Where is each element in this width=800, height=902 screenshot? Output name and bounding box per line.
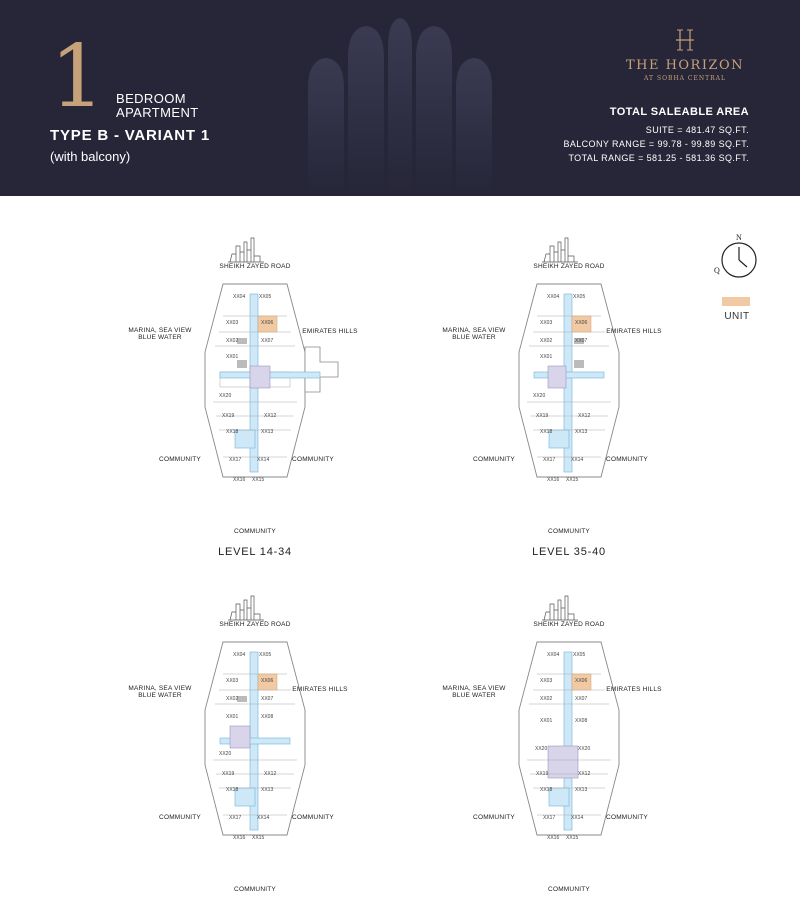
unit-label: XX06	[261, 320, 274, 326]
skyline-icon	[228, 596, 264, 620]
area-suite: SUITE = 481.47 SQ.FT.	[645, 125, 749, 135]
unit-label: XX13	[575, 429, 588, 435]
compass-north: N	[736, 233, 742, 242]
unit-label: XX15	[566, 477, 579, 483]
view-community-left: COMMUNITY	[473, 814, 515, 821]
skyline-icon	[542, 238, 578, 262]
unit-label: XX19	[536, 413, 549, 419]
unit-label: XX08	[575, 718, 588, 724]
unit-label: XX14	[257, 815, 270, 821]
unit-label: XX12	[264, 413, 277, 419]
variant-note: (with balcony)	[50, 149, 131, 164]
horizon-logo-icon	[674, 28, 696, 52]
unit-label: XX03	[226, 678, 239, 684]
unit-label: XX03	[226, 320, 239, 326]
saleable-area	[563, 106, 749, 165]
compass-other: Q	[714, 266, 720, 275]
unit-label: XX06	[261, 678, 274, 684]
floor-plan-3	[120, 590, 480, 902]
unit-label: XX12	[578, 771, 591, 777]
unit-label: XX15	[252, 477, 265, 483]
brand-name: THE HORIZON	[625, 58, 745, 73]
view-emirates: EMIRATES HILLS	[606, 328, 662, 335]
area-balcony: BALCONY RANGE = 99.78 - 99.89 SQ.FT.	[563, 139, 749, 149]
unit-label: XX17	[543, 815, 556, 821]
skyline-icon	[228, 238, 264, 262]
unit-label: XX04	[547, 652, 560, 658]
floor-plan-2	[434, 232, 794, 562]
unit-label: XX16	[233, 835, 246, 841]
view-community-left: COMMUNITY	[473, 456, 515, 463]
unit-label: XX05	[259, 294, 272, 300]
unit-label: XX04	[233, 652, 246, 658]
tower-plan-svg	[120, 590, 480, 902]
view-community-right: COMMUNITY	[606, 814, 648, 821]
brand-sub: AT SOBHA CENTRAL	[644, 75, 726, 82]
unit-label: XX13	[261, 787, 274, 793]
tower-plan-svg	[434, 232, 794, 562]
unit-label: XX18	[226, 787, 239, 793]
unit-label: XX17	[229, 815, 242, 821]
view-marina: MARINA, SEA VIEW BLUE WATER	[442, 685, 506, 699]
unit-label: XX07	[261, 338, 274, 344]
unit-label: XX20	[535, 746, 548, 752]
unit-label: XX13	[261, 429, 274, 435]
core	[250, 366, 270, 388]
bedroom-count: 1	[50, 27, 105, 127]
unit-label: XX14	[257, 457, 270, 463]
view-community-right: COMMUNITY	[292, 456, 334, 463]
type-title: TYPE B - VARIANT 1	[50, 127, 210, 144]
floor-plan-4	[434, 590, 794, 902]
unit-label: XX06	[575, 678, 588, 684]
unit-label: XX04	[547, 294, 560, 300]
unit-label: XX07	[575, 338, 588, 344]
view-community-bottom: COMMUNITY	[234, 886, 276, 893]
unit-label: XX18	[540, 787, 553, 793]
unit-label: XX14	[571, 815, 584, 821]
core	[548, 746, 578, 778]
view-community-left: COMMUNITY	[159, 814, 201, 821]
unit-label: XX05	[573, 294, 586, 300]
unit-label: XX02	[540, 696, 553, 702]
unit-label: XX01	[540, 354, 553, 360]
unit-label: XX19	[222, 771, 235, 777]
bedroom-line-1: BEDROOM	[116, 91, 186, 106]
view-road: SHEIKH ZAYED ROAD	[219, 621, 291, 628]
view-marina: MARINA, SEA VIEW BLUE WATER	[128, 685, 192, 699]
unit-label: XX17	[229, 457, 242, 463]
decorative-arches	[300, 18, 500, 196]
floor-plan-1	[120, 232, 480, 562]
view-marina: MARINA, SEA VIEW BLUE WATER	[442, 327, 506, 341]
unit-label: XX14	[571, 457, 584, 463]
unit-label: XX20	[219, 393, 232, 399]
unit-label: XX20	[219, 751, 232, 757]
unit-label: XX19	[222, 413, 235, 419]
unit-label: XX16	[233, 477, 246, 483]
view-road: SHEIKH ZAYED ROAD	[533, 621, 605, 628]
unit-label: XX19	[536, 771, 549, 777]
view-community-bottom: COMMUNITY	[234, 528, 276, 535]
unit-label: XX17	[543, 457, 556, 463]
area-title: TOTAL SALEABLE AREA	[609, 106, 749, 118]
unit-label: XX08	[261, 714, 274, 720]
unit-label: XX12	[264, 771, 277, 777]
unit-label: XX06	[575, 320, 588, 326]
level-label: LEVEL 35-40	[532, 546, 606, 558]
unit-label: XX04	[233, 294, 246, 300]
core	[548, 366, 566, 388]
view-community-right: COMMUNITY	[292, 814, 334, 821]
unit-label: XX20	[533, 393, 546, 399]
unit-label: XX02	[540, 338, 553, 344]
unit-label: XX02	[226, 338, 239, 344]
view-road: SHEIKH ZAYED ROAD	[219, 263, 291, 270]
view-emirates: EMIRATES HILLS	[606, 686, 662, 693]
skyline-icon	[542, 596, 578, 620]
area-total: TOTAL RANGE = 581.25 - 581.36 SQ.FT.	[568, 153, 749, 163]
unit-label: XX03	[540, 678, 553, 684]
unit-label: XX01	[226, 714, 239, 720]
brand-logo	[620, 28, 750, 82]
unit-label: XX07	[575, 696, 588, 702]
unit-label: XX16	[547, 477, 560, 483]
view-community-right: COMMUNITY	[606, 456, 648, 463]
legend-unit-label: UNIT	[724, 311, 750, 322]
level-label: LEVEL 14-34	[218, 546, 292, 558]
unit-label: XX15	[252, 835, 265, 841]
unit-label: XX18	[540, 429, 553, 435]
unit-label: XX15	[566, 835, 579, 841]
bedroom-line-2: APARTMENT	[116, 105, 199, 120]
bedroom-label	[116, 92, 199, 120]
view-community-left: COMMUNITY	[159, 456, 201, 463]
unit-label: XX01	[540, 718, 553, 724]
unit-label: XX03	[540, 320, 553, 326]
unit-label: XX05	[259, 652, 272, 658]
view-marina: MARINA, SEA VIEW BLUE WATER	[128, 327, 192, 341]
view-community-bottom: COMMUNITY	[548, 528, 590, 535]
view-community-bottom: COMMUNITY	[548, 886, 590, 893]
view-road: SHEIKH ZAYED ROAD	[533, 263, 605, 270]
view-emirates: EMIRATES HILLS	[302, 328, 358, 335]
view-emirates: EMIRATES HILLS	[292, 686, 348, 693]
tower-plan-svg	[120, 232, 480, 562]
core	[230, 726, 250, 748]
unit-label: XX07	[261, 696, 274, 702]
header-banner	[0, 0, 800, 196]
unit-label: XX18	[226, 429, 239, 435]
unit-label: XX12	[578, 413, 591, 419]
unit-label: XX16	[547, 835, 560, 841]
unit-label: XX20	[578, 746, 591, 752]
unit-label: XX05	[573, 652, 586, 658]
unit-label: XX01	[226, 354, 239, 360]
tower-plan-svg	[434, 590, 794, 902]
unit-label: XX13	[575, 787, 588, 793]
unit-label: XX02	[226, 696, 239, 702]
